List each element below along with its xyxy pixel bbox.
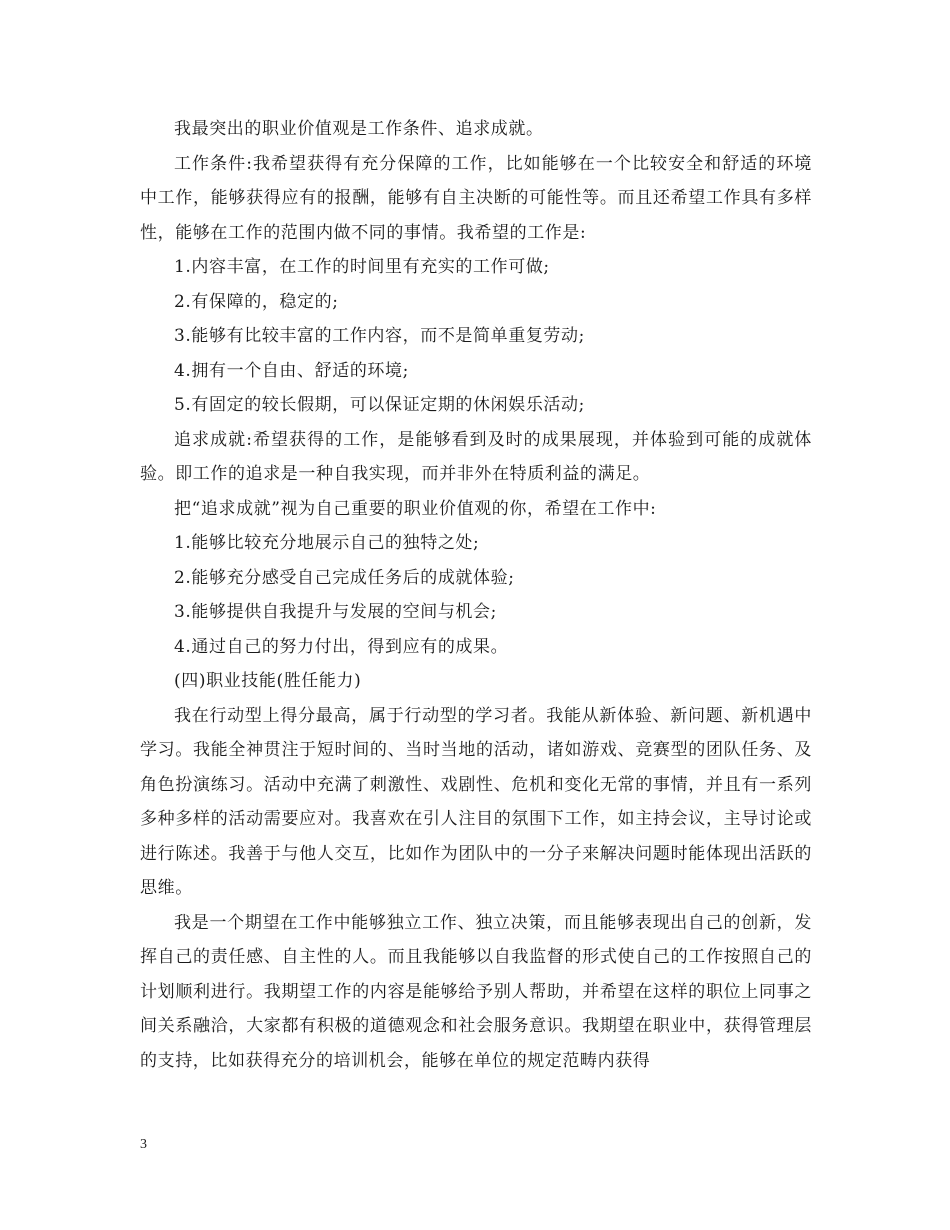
paragraph-work-expectations: 我是一个期望在工作中能够独立工作、独立决策，而且能够表现出自己的创新，发挥自己的责任感、自主性的人。而且我能够以自我监督的形式使自己的工作按照自己的计划顺利进行。我期望工作的内容是能够给予别人帮助，并希望在这样的职位上同事之间关系融洽，大家都有积极的道德观念和社会服务意识。我期望在职业中，获得管理层的支持，比如获得充分的培训机会，能够在单位的规定范畴内获得 <box>140 912 812 1071</box>
list-item: 5.有固定的较长假期，可以保证定期的休闲娱乐活动; <box>174 395 585 415</box>
paragraph-values-summary: 我最突出的职业价值观是工作条件、追求成就。 <box>174 119 544 139</box>
list-item: 1.内容丰富，在工作的时间里有充实的工作可做; <box>174 257 550 277</box>
list-item: 4.通过自己的努力付出，得到应有的成果。 <box>174 636 509 657</box>
paragraph-achievement-intro: 把“追求成就”视为自己重要的职业价值观的你，希望在工作中: <box>174 498 657 519</box>
list-item: 3.能够提供自我提升与发展的空间与机会; <box>174 602 497 622</box>
list-item: 2.能够充分感受自己完成任务后的成就体验; <box>174 567 515 588</box>
paragraph-pursuit-achievement: 追求成就:希望获得的工作，是能够看到及时的成果展现，并体验到可能的成就体验。即工作的追求是一种自我实现，而并非外在特质利益的满足。 <box>140 429 812 484</box>
list-item: 2.有保障的，稳定的; <box>174 291 339 312</box>
list-item: 3.能够有比较丰富的工作内容，而不是简单重复劳动; <box>174 326 585 346</box>
list-item: 4.拥有一个自由、舒适的环境; <box>174 360 409 381</box>
list-item: 1.能够比较充分地展示自己的独特之处; <box>174 533 480 553</box>
paragraph-learning-style: 我在行动型上得分最高，属于行动型的学习者。我能从新体验、新问题、新机遇中学习。我能全神贯注于短时间的、当时当地的活动，诸如游戏、竞赛型的团队任务、及角色扮演练习。活动中充满了刺激性、戏剧性、危机和变化无常的事情，并且有一系列多种多样的活动需要应对。我喜欢在引人注目的氛围下工作，如主持会议，主导讨论或进行陈述。我善于与他人交互，比如作为团队中的一分子来解决问题时能体现出活跃的思维。 <box>140 705 812 898</box>
page-number: 3 <box>140 1137 147 1152</box>
document-body <box>140 112 812 1078</box>
paragraph-work-conditions: 工作条件:我希望获得有充分保障的工作，比如能够在一个比较安全和舒适的环境中工作，能够获得应有的报酬，能够有自主决断的可能性等。而且还希望工作具有多样性，能够在工作的范围内做不同的事情。我希望的工作是: <box>140 153 812 243</box>
section-heading: (四)职业技能(胜任能力) <box>174 671 362 691</box>
